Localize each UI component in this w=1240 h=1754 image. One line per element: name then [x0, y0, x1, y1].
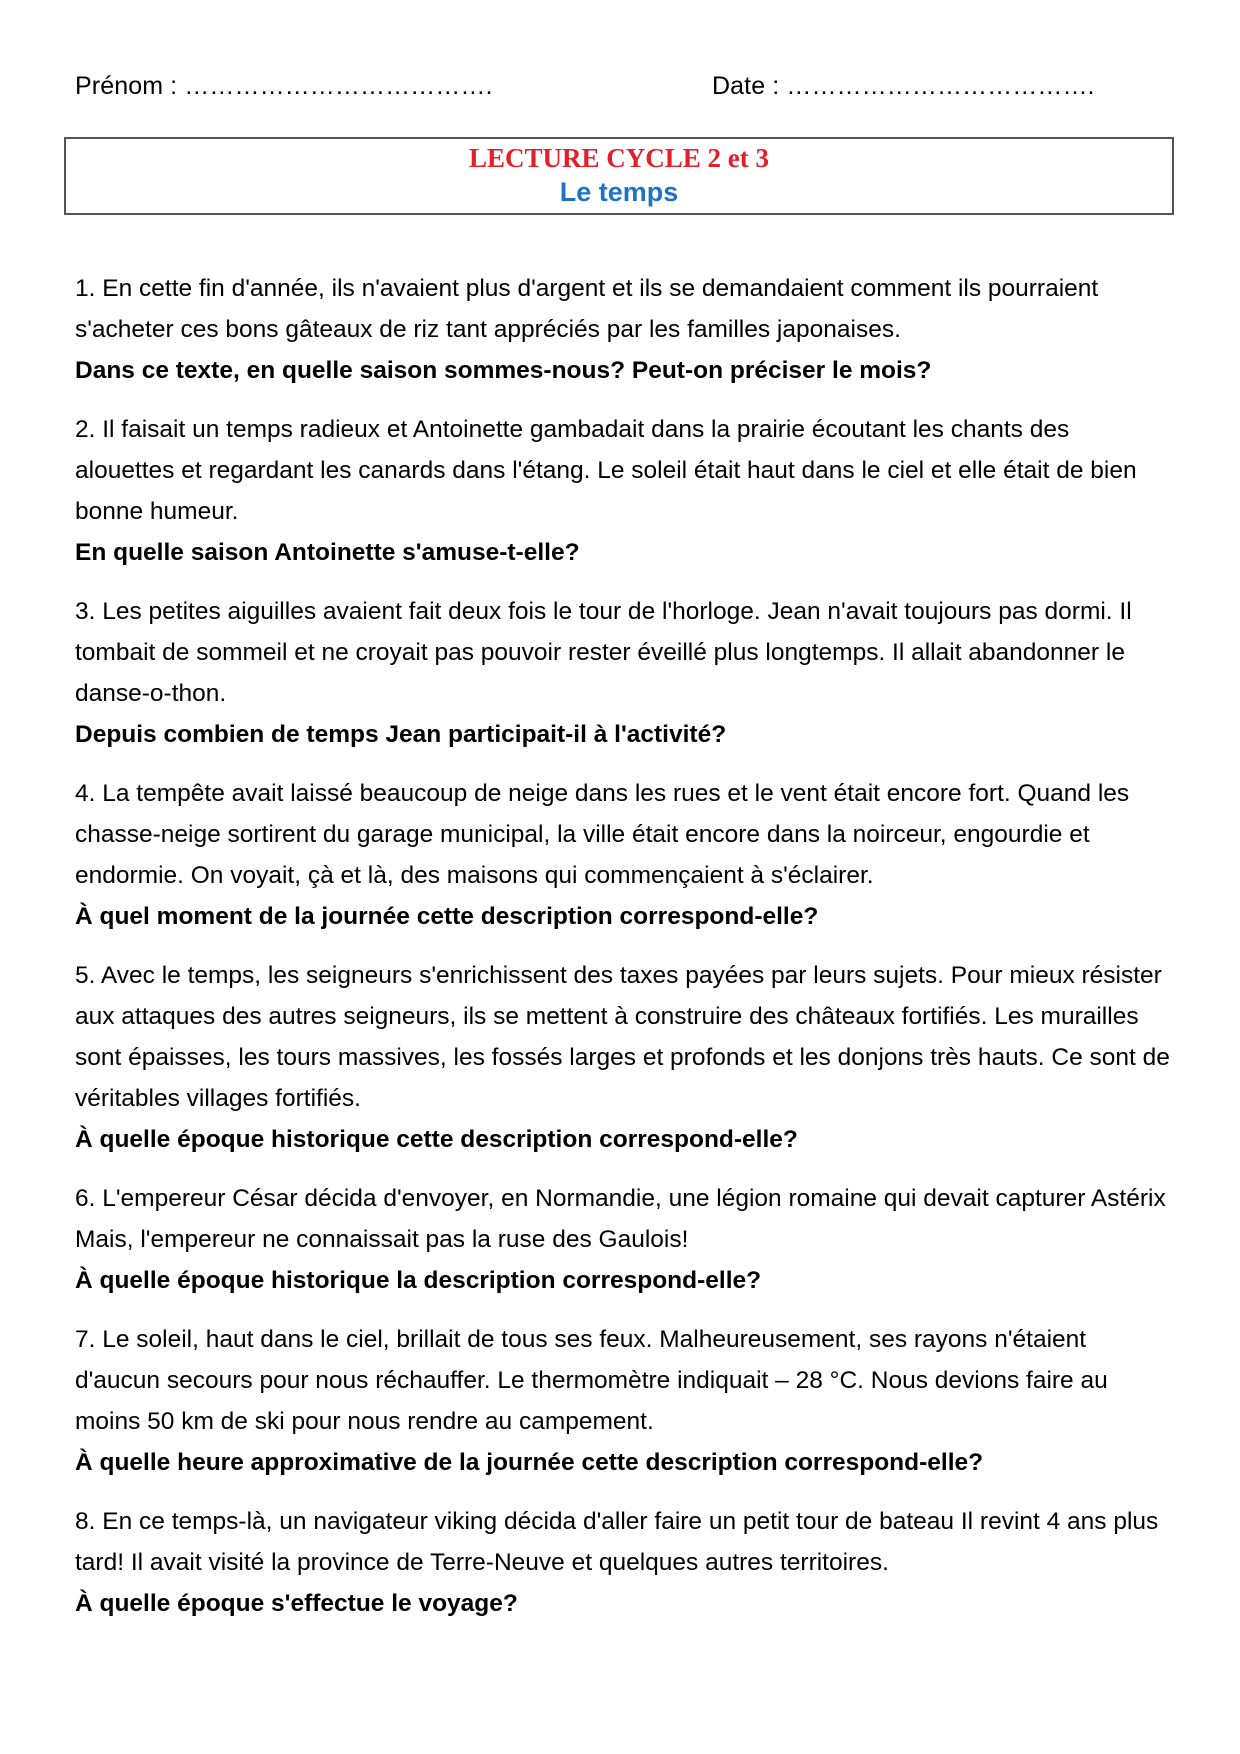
exercise-2 [75, 409, 1175, 573]
exercise-text: 7. Le soleil, haut dans le ciel, brillait de tous ses feux. Malheureusement, ses rayons n'étaient d'aucun secours pour nous réchauffer. Le thermomètre indiquait – 28 °C. Nous devions faire au moins 50 km de ski pour nous rendre au campement. [75, 1326, 1108, 1435]
exercise-question: Depuis combien de temps Jean participait-il à l'activité? [75, 721, 727, 748]
exercise-text: 3. Les petites aiguilles avaient fait deux fois le tour de l'horloge. Jean n'avait toujours pas dormi. Il tombait de sommeil et ne croyait pas pouvoir rester éveillé plus longtemps. Il allait abandonner le danse-o-thon. [75, 598, 1132, 707]
worksheet-subtitle: Le temps [559, 177, 679, 207]
exercise-text: 4. La tempête avait laissé beaucoup de neige dans les rues et le vent était encore fort. Quand les chasse-neige sortirent du garage municipal, la ville était encore dans la noirceur, engourdie et endormie. On voyait, çà et là, des maisons qui commençaient à s'éclairer. [75, 780, 1130, 889]
exercise-7 [75, 1319, 1175, 1483]
exercise-question: À quelle époque s'effectue le voyage? [75, 1590, 518, 1617]
exercise-8 [75, 1501, 1175, 1624]
exercise-text: 5. Avec le temps, les seigneurs s'enrichissent des taxes payées par leurs sujets. Pour mieux résister aux attaques des autres seigneurs, ils se mettent à construire des châteaux fortifiés. Les murailles sont épaisses, les tours massives, les fossés larges et profonds et les donjons très hauts. Ce sont de véritables villages fortifiés. [75, 962, 1170, 1112]
prenom-field: Prénom : ………………………………. [75, 72, 493, 100]
date-field: Date : ………………………………. [712, 72, 1095, 100]
title-box [64, 137, 1174, 215]
exercise-6 [75, 1178, 1175, 1301]
worksheet-title: LECTURE CYCLE 2 et 3 [468, 143, 770, 173]
exercise-4 [75, 773, 1175, 937]
exercise-1 [75, 268, 1175, 391]
exercise-question: En quelle saison Antoinette s'amuse-t-elle? [75, 539, 580, 566]
exercise-question: À quelle époque historique la description correspond-elle? [75, 1267, 762, 1294]
exercise-3 [75, 591, 1175, 755]
exercise-text: 6. L'empereur César décida d'envoyer, en Normandie, une légion romaine qui devait capturer Astérix Mais, l'empereur ne connaissait pas la ruse des Gaulois! [75, 1185, 1166, 1253]
exercise-list [75, 268, 1175, 1642]
exercise-question: À quelle époque historique cette description correspond-elle? [75, 1126, 798, 1153]
exercise-question: À quelle heure approximative de la journée cette description correspond-elle? [75, 1449, 984, 1476]
exercise-question: Dans ce texte, en quelle saison sommes-nous? Peut-on préciser le mois? [75, 357, 932, 384]
exercise-text: 2. Il faisait un temps radieux et Antoinette gambadait dans la prairie écoutant les chants des alouettes et regardant les canards dans l'étang. Le soleil était haut dans le ciel et elle était de bien bonne humeur. [75, 416, 1137, 525]
exercise-question: À quel moment de la journée cette description correspond-elle? [75, 903, 819, 930]
exercise-5 [75, 955, 1175, 1160]
exercise-text: 1. En cette fin d'année, ils n'avaient plus d'argent et ils se demandaient comment ils pourraient s'acheter ces bons gâteaux de riz tant appréciés par les familles japonaises. [75, 275, 1099, 343]
exercise-text: 8. En ce temps-là, un navigateur viking décida d'aller faire un petit tour de bateau Il revint 4 ans plus tard! Il avait visité la province de Terre-Neuve et quelques autres territoires. [75, 1508, 1159, 1576]
